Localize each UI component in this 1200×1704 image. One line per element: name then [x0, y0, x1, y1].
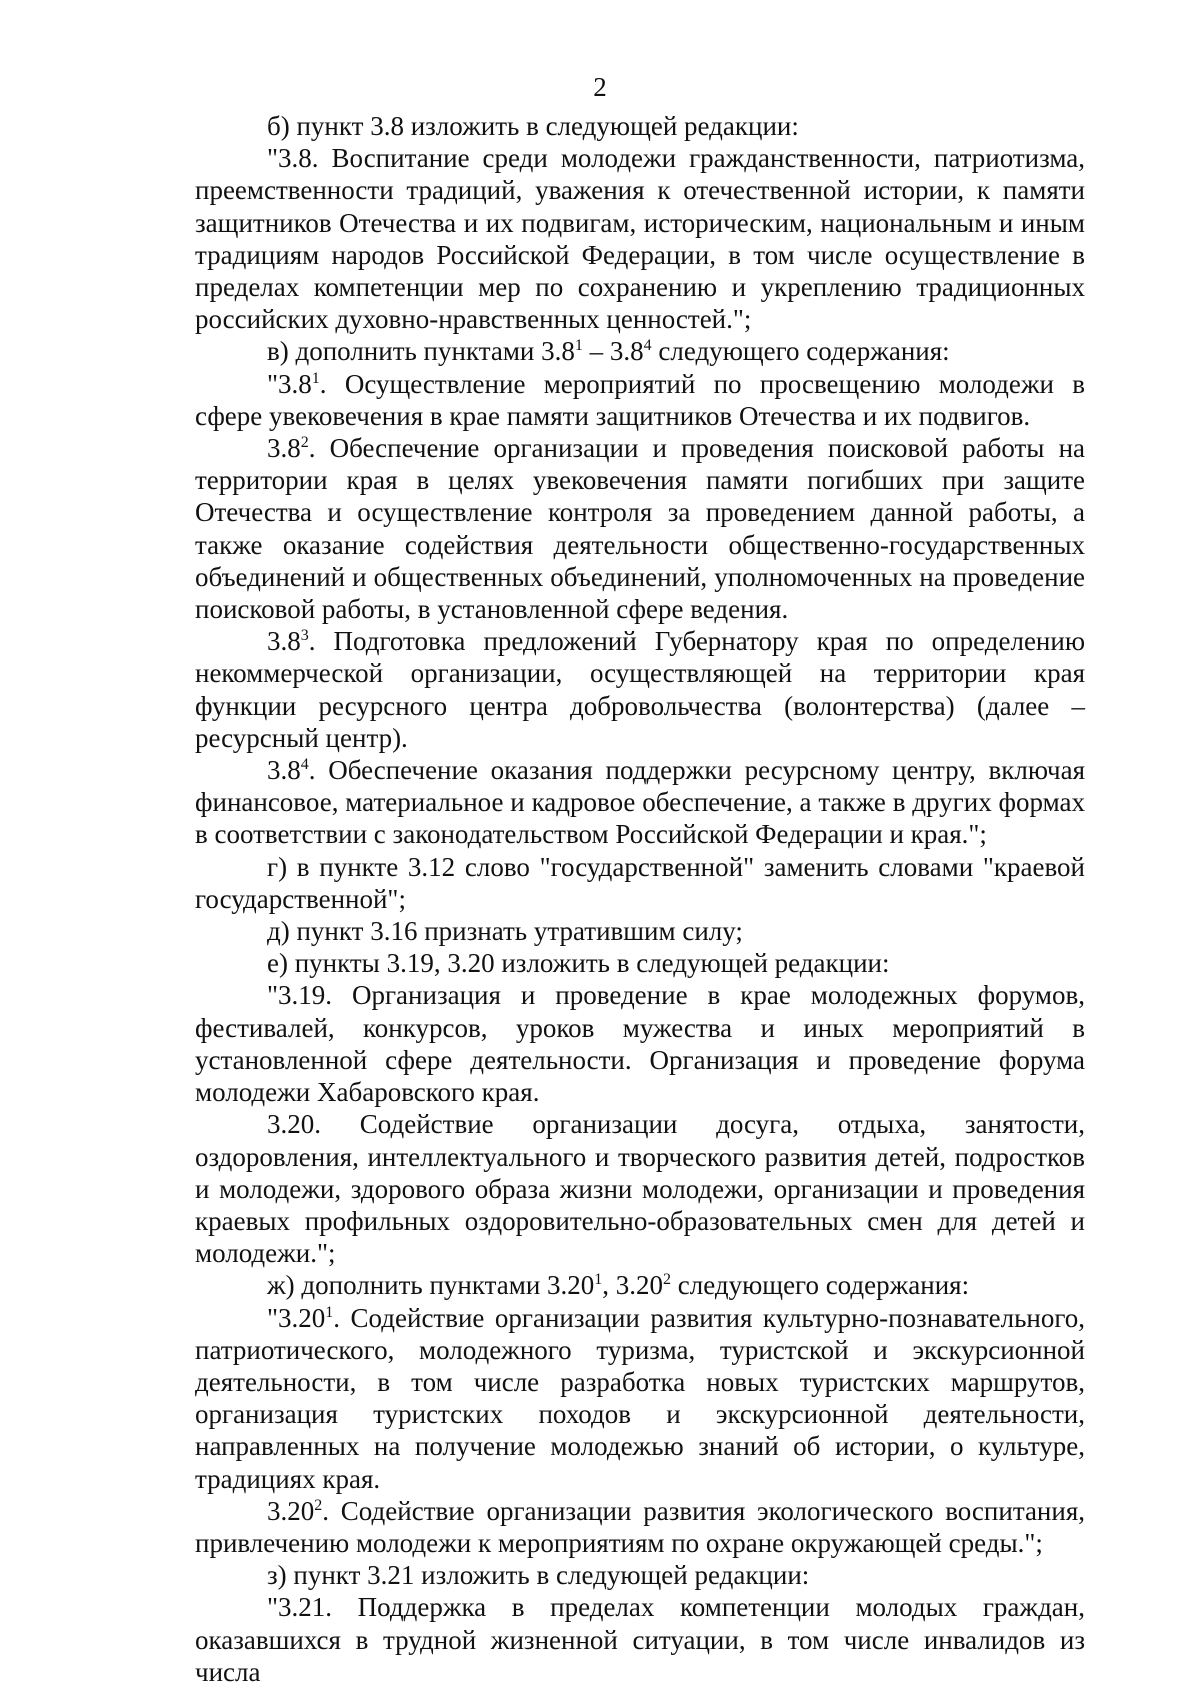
- superscript: 2: [300, 434, 309, 452]
- paragraph: [195, 851, 1085, 915]
- paragraph: [195, 625, 1085, 754]
- text-run: следующего содержания:: [651, 336, 950, 367]
- text-run: е) пункты 3.19, 3.20 изложить в следующей редакции:: [267, 948, 890, 979]
- superscript: 2: [663, 1271, 672, 1289]
- superscript: 1: [311, 369, 320, 387]
- text-run: "3.20: [267, 1302, 326, 1333]
- text-run: . Подготовка предложений Губернатору края по определению некоммерческой организации, осуществляющей на территории края функции ресурсного центра добровольчества (волонтерства) (далее – ресурсный центр).: [195, 626, 1085, 753]
- text-run: ж) дополнить пунктами 3.20: [267, 1270, 595, 1301]
- text-run: "3.8. Воспитание среди молодежи гражданственности, патриотизма, преемственности традиций, уважения к отечественной истории, к памяти защитников Отечества и их подвигам, историческим, национальным и иным традициям народов Российской Федерации, в том числе осуществление в пределах компетенции мер по сохранению и укреплению традиционных российских духовно-нравственных ценностей.";: [195, 143, 1085, 335]
- text-run: , 3.20: [602, 1270, 664, 1301]
- paragraph: [195, 947, 1085, 979]
- text-run: 3.8: [267, 755, 301, 786]
- text-run: . Осуществление мероприятий по просвещению молодежи в сфере увековечения в крае памяти защитников Отечества и их подвигов.: [195, 368, 1085, 431]
- text-run: з) пункт 3.21 изложить в следующей редакции:: [267, 1560, 810, 1591]
- paragraph: [195, 1108, 1085, 1269]
- text-run: следующего содержания:: [671, 1270, 970, 1301]
- text-run: . Обеспечение оказания поддержки ресурсному центру, включая финансовое, материальное и кадровое обеспечение, а также в других формах в соответствии с законодательством Российской Федерации и края.";: [195, 755, 1085, 850]
- paragraph: [195, 754, 1085, 851]
- text-run: . Обеспечение организации и проведения поисковой работы на территории края в целях увековечения памяти погибших при защите Отечества и осуществление контроля за проведением данной работы, а также оказание содействия деятельности общественно-государственных объединений и общественных объединений, уполномоченных на проведение поисковой работы, в установленной сфере ведения.: [195, 433, 1085, 625]
- superscript: 1: [594, 1271, 603, 1289]
- text-run: в) дополнить пунктами 3.8: [267, 336, 575, 367]
- paragraph: [195, 979, 1085, 1108]
- text-run: 3.20: [267, 1495, 315, 1526]
- superscript: 3: [300, 627, 309, 645]
- superscript: 1: [574, 337, 583, 355]
- paragraph: [195, 1302, 1085, 1495]
- superscript: 1: [325, 1303, 334, 1321]
- paragraph: [195, 915, 1085, 947]
- text-run: – 3.8: [582, 336, 644, 367]
- text-run: "3.21. Поддержка в пределах компетенции молодых граждан, оказавшихся в трудной жизненной ситуации, в том числе инвалидов из числа: [195, 1592, 1085, 1687]
- superscript: 2: [314, 1496, 323, 1514]
- superscript: 4: [643, 337, 652, 355]
- text-run: б) пункт 3.8 изложить в следующей редакции:: [267, 111, 799, 141]
- paragraph: [195, 335, 1085, 367]
- superscript: 4: [300, 756, 309, 774]
- text-run: "3.8: [267, 368, 312, 399]
- text-run: 3.8: [267, 626, 301, 657]
- paragraph: [195, 1495, 1085, 1559]
- text-run: г) в пункте 3.12 слово "государственной" заменить словами "краевой государственной";: [195, 851, 1085, 914]
- paragraph: [195, 368, 1085, 432]
- document-body: [195, 110, 1085, 1688]
- text-run: "3.19. Организация и проведение в крае молодежных форумов, фестивалей, конкурсов, уроков мужества и иных мероприятий в установленной сфере деятельности. Организация и проведение форума молодежи Хабаровского края.: [195, 980, 1085, 1108]
- page-number: 2: [593, 72, 607, 102]
- text-run: 3.8: [267, 433, 301, 464]
- paragraph: [195, 432, 1085, 625]
- paragraph: [195, 1269, 1085, 1301]
- text-run: д) пункт 3.16 признать утратившим силу;: [267, 916, 743, 947]
- paragraph: [195, 142, 1085, 335]
- text-run: 3.20. Содействие организации досуга, отдыха, занятости, оздоровления, интеллектуального и творческого развития детей, подростков и молодежи, здорового образа жизни молодежи, организации и проведения краевых профильных оздоровительно-образовательных смен для детей и молодежи.";: [195, 1109, 1085, 1269]
- paragraph: [195, 1559, 1085, 1591]
- text-run: . Содействие организации развития культурно-познавательного, патриотического, молодежного туризма, туристской и экскурсионной деятельности, в том числе разработка новых туристских маршрутов, организация туристских походов и экскурсионной деятельности, направленных на получение молодежью знаний об истории, о культуре, традициях края.: [195, 1302, 1085, 1494]
- paragraph: [195, 110, 1085, 142]
- text-run: . Содействие организации развития экологического воспитания, привлечению молодежи к мероприятиям по охране окружающей среды.";: [195, 1495, 1085, 1558]
- paragraph: [195, 1591, 1085, 1688]
